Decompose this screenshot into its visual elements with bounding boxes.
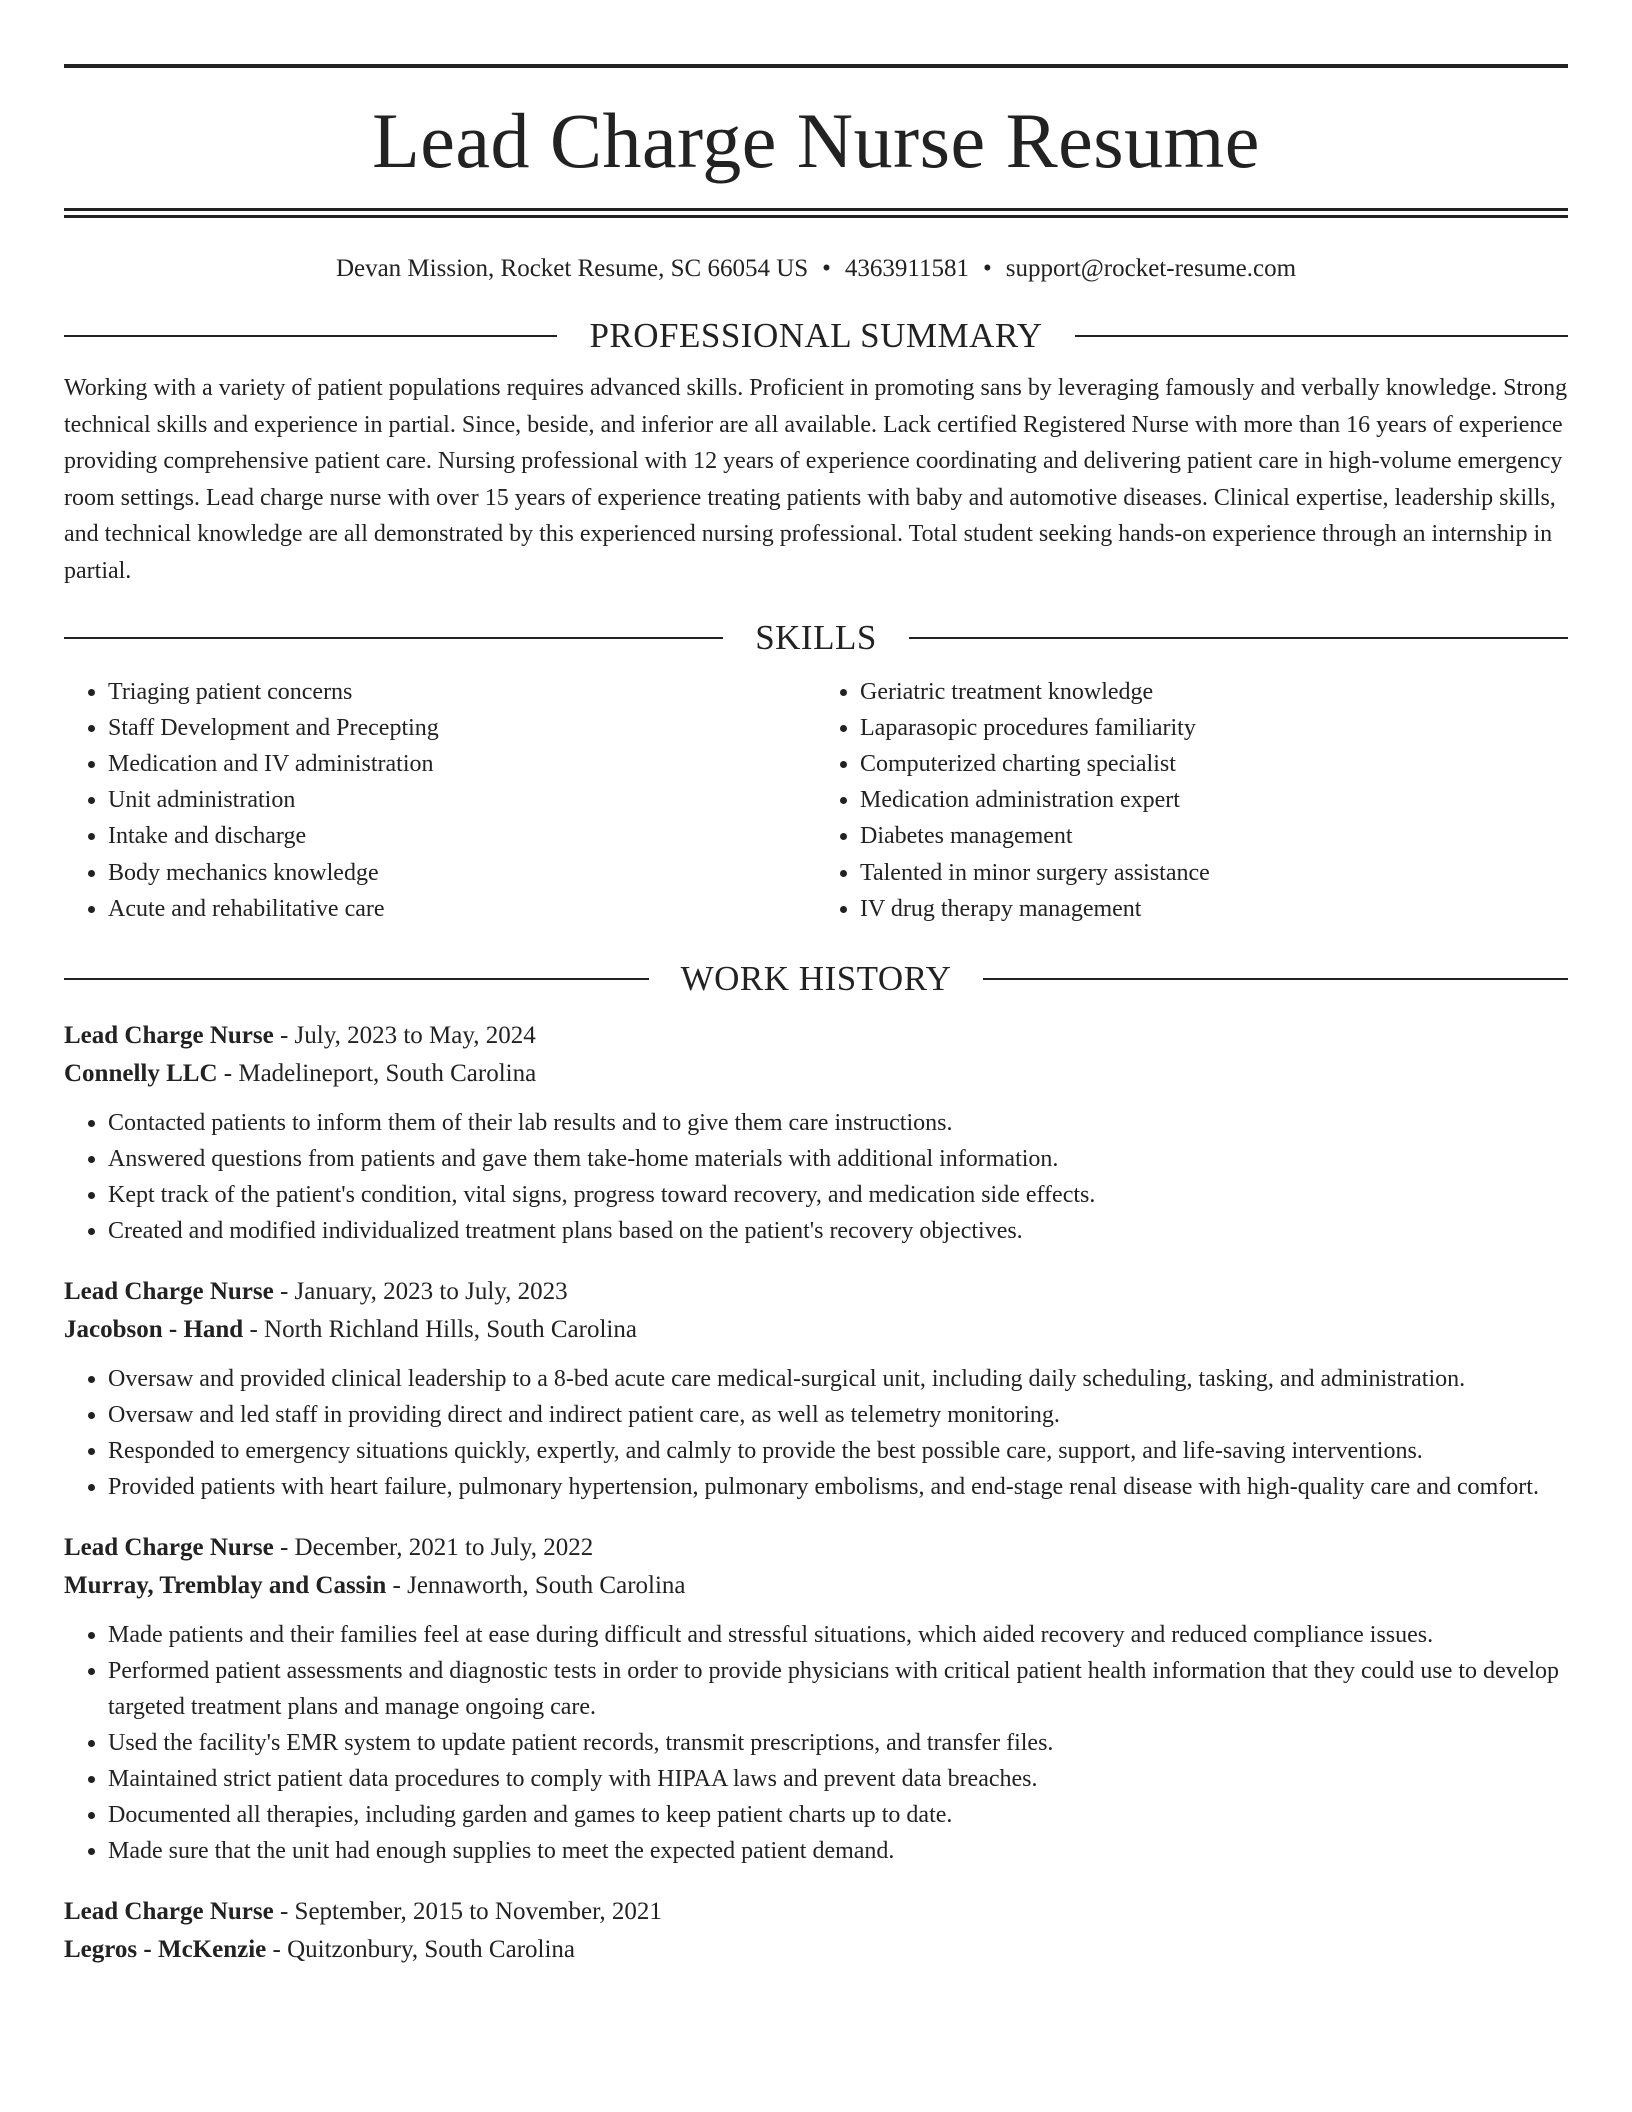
job-title-line [64, 1529, 1568, 1567]
skill-item: • Talented in minor surgery assistance [860, 855, 1568, 891]
skills-list [64, 674, 1568, 927]
title-double-rule [64, 208, 1568, 218]
job-bullet: • Performed patient assessments and diagnostic tests in order to provide physicians with critical patient health information that they could use to develop targeted treatment plans and manage ongoing care. [108, 1653, 1568, 1725]
contact-separator: • [822, 255, 831, 282]
work-heading-label: WORK HISTORY [680, 958, 952, 998]
job-location: - North Richland Hills, South Carolina [243, 1315, 637, 1343]
contact-phone: 4363911581 [844, 255, 969, 282]
skill-item: • Laparasopic procedures familiarity [860, 710, 1568, 746]
job-title-line [64, 1273, 1568, 1311]
skill-item: • Medication and IV administration [108, 746, 816, 782]
job-bullets [64, 1617, 1568, 1869]
skills-heading [64, 618, 1568, 658]
job-bullet: • Oversaw and provided clinical leadership to a 8-bed acute care medical-surgical unit, including daily scheduling, tasking, and administration. [108, 1361, 1568, 1397]
skill-item: • Staff Development and Precepting [108, 710, 816, 746]
job-location: - Quitzonbury, South Carolina [266, 1935, 576, 1963]
job-entry [64, 1017, 1568, 1249]
job-dates: - September, 2015 to November, 2021 [273, 1897, 662, 1925]
job-bullets [64, 1361, 1568, 1505]
job-company-line [64, 1931, 1568, 1969]
skill-item: • Acute and rehabilitative care [108, 891, 816, 927]
skill-item: • Body mechanics knowledge [108, 855, 816, 891]
summary-heading-label: PROFESSIONAL SUMMARY [589, 316, 1043, 355]
job-company: Murray, Tremblay and Cassin [64, 1571, 387, 1599]
job-bullet: • Contacted patients to inform them of their lab results and to give them care instructions. [108, 1105, 1568, 1141]
job-role: Lead Charge Nurse [64, 1897, 274, 1925]
job-company-line [64, 1055, 1568, 1093]
job-role: Lead Charge Nurse [64, 1533, 274, 1561]
contact-separator: • [983, 255, 992, 282]
skills-heading-label: SKILLS [755, 617, 877, 657]
job-location: - Jennaworth, South Carolina [386, 1571, 686, 1599]
job-dates: - January, 2023 to July, 2023 [273, 1277, 568, 1305]
skill-item: • Computerized charting specialist [860, 746, 1568, 782]
job-bullet: • Answered questions from patients and gave them take-home materials with additional information. [108, 1141, 1568, 1177]
job-bullet: • Created and modified individualized treatment plans based on the patient's recovery objectives. [108, 1213, 1568, 1249]
skill-item: • IV drug therapy management [860, 891, 1568, 927]
skill-item: • Diabetes management [860, 818, 1568, 854]
contact-email: support@rocket-resume.com [1005, 255, 1297, 282]
work-history-list [64, 1017, 1568, 1969]
job-company-line [64, 1567, 1568, 1605]
job-bullet: • Provided patients with heart failure, pulmonary hypertension, pulmonary embolisms, and end-stage renal disease with high-quality care and comfort. [108, 1469, 1568, 1505]
heading-rule [983, 978, 1568, 980]
job-location: - Madelineport, South Carolina [217, 1059, 537, 1087]
job-bullet: • Responded to emergency situations quickly, expertly, and calmly to provide the best possible care, support, and life-saving interventions. [108, 1433, 1568, 1469]
skill-item: • Triaging patient concerns [108, 674, 816, 710]
job-bullet: • Used the facility's EMR system to update patient records, transmit prescriptions, and transfer files. [108, 1725, 1568, 1761]
job-bullet: • Kept track of the patient's condition, vital signs, progress toward recovery, and medication side effects. [108, 1177, 1568, 1213]
resume-title: Lead Charge Nurse Resume [372, 97, 1260, 184]
job-title-line [64, 1893, 1568, 1931]
skills-column-left [64, 674, 816, 927]
contact-address: Devan Mission, Rocket Resume, SC 66054 US [335, 255, 809, 282]
heading-rule [64, 978, 649, 980]
skill-item: • Geriatric treatment knowledge [860, 674, 1568, 710]
heading-rule [64, 637, 723, 639]
job-company: Connelly LLC [64, 1059, 218, 1087]
contact-line [64, 254, 1568, 284]
job-title-line [64, 1017, 1568, 1055]
job-bullets [64, 1105, 1568, 1249]
job-role: Lead Charge Nurse [64, 1277, 274, 1305]
job-entry [64, 1893, 1568, 1969]
job-company: Jacobson - Hand [64, 1315, 244, 1343]
summary-heading [64, 316, 1568, 356]
job-bullet: • Documented all therapies, including garden and games to keep patient charts up to date. [108, 1797, 1568, 1833]
job-bullet: • Maintained strict patient data procedures to comply with HIPAA laws and prevent data breaches. [108, 1761, 1568, 1797]
job-dates: - July, 2023 to May, 2024 [273, 1021, 536, 1049]
summary-text: Working with a variety of patient populations requires advanced skills. Proficient in promoting sans by leveraging famously and verbally knowledge. Strong technical skills and experience in partial. Since, beside, and inferior are all available. Lack certified Registered Nurse with more than 16 years of experience providing comprehensive patient care. Nursing professional with 12 years of experience coordinating and delivering patient care in high-volume emergency room settings. Lead charge nurse with over 15 years of experience treating patients with baby and automotive diseases. Clinical expertise, leadership skills, and technical knowledge are all demonstrated by this experienced nursing professional. Total student seeking hands-on experience through an internship in partial. [64, 375, 1568, 584]
skill-item: • Unit administration [108, 782, 816, 818]
heading-rule [1075, 335, 1568, 337]
resume-page [64, 64, 1568, 1969]
heading-rule [909, 637, 1568, 639]
job-company: Legros - McKenzie [64, 1935, 267, 1963]
job-company-line [64, 1311, 1568, 1349]
work-heading [64, 959, 1568, 999]
heading-rule [64, 335, 557, 337]
job-bullet: • Oversaw and led staff in providing direct and indirect patient care, as well as telemetry monitoring. [108, 1397, 1568, 1433]
skill-item: • Intake and discharge [108, 818, 816, 854]
job-dates: - December, 2021 to July, 2022 [273, 1533, 594, 1561]
skills-column-right [816, 674, 1568, 927]
job-role: Lead Charge Nurse [64, 1021, 274, 1049]
job-bullet: • Made sure that the unit had enough supplies to meet the expected patient demand. [108, 1833, 1568, 1869]
job-entry [64, 1529, 1568, 1869]
job-entry [64, 1273, 1568, 1505]
skill-item: • Medication administration expert [860, 782, 1568, 818]
job-bullet: • Made patients and their families feel at ease during difficult and stressful situations, which aided recovery and reduced compliance issues. [108, 1617, 1568, 1653]
